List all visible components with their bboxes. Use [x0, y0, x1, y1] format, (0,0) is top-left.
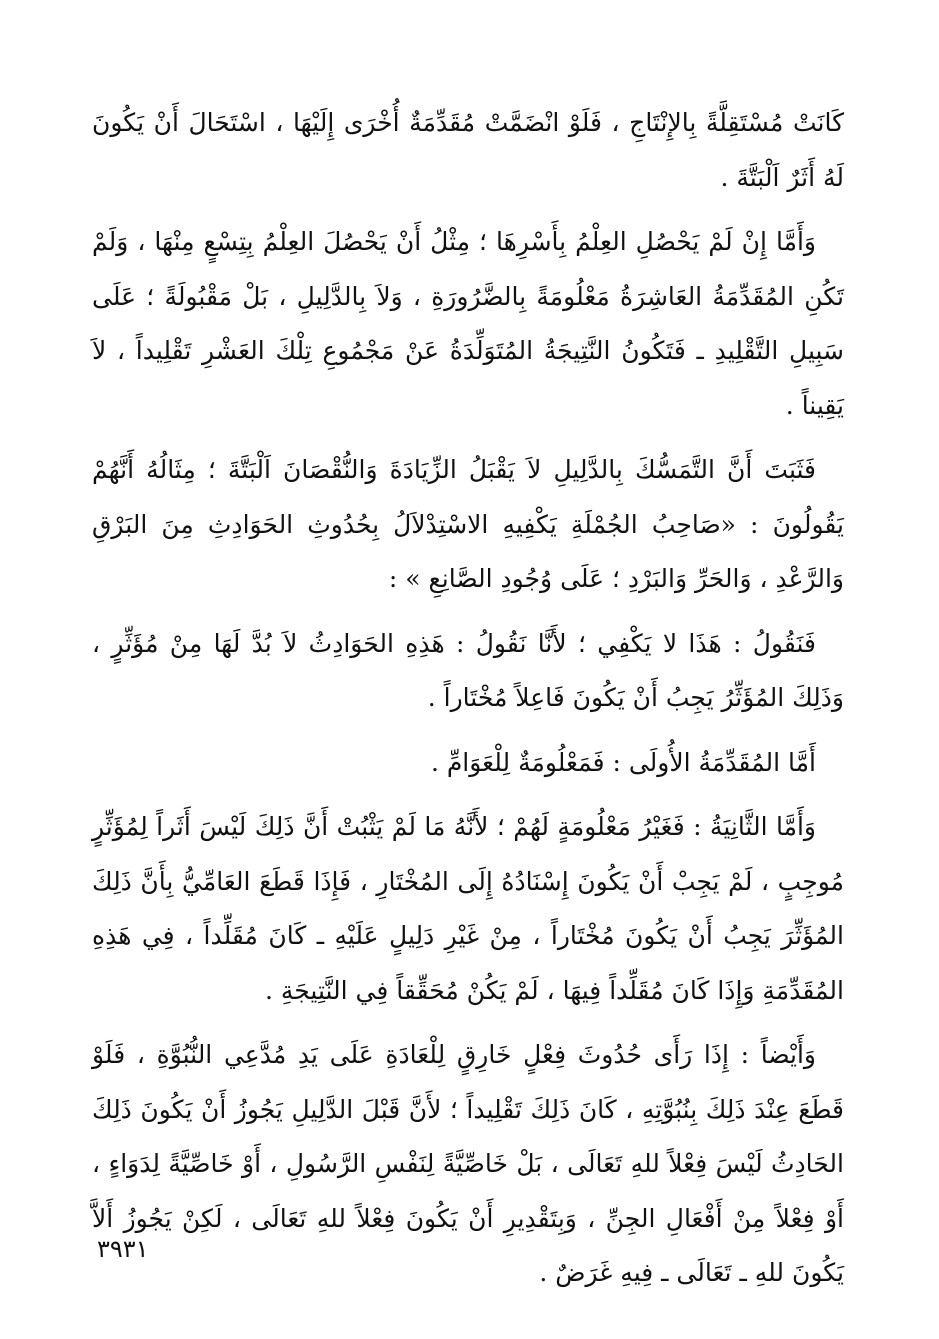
paragraph-7: وَأَيْضاً : إِذَا رَأَى حُدُوثَ فِعْلٍ خَارِقٍ لِلْعَادَةِ عَلَى يَدِ مُدَّعِي النُّبُوَّةِ ، فَلَوْ قَطَعَ عِنْدَ ذَلِكَ بِنُبُوَّتِهِ ، كَانَ ذَلِكَ تَقْلِيداً ؛ لأَنَّ قَبْلَ الدَّلِيلِ يَجُوزُ أَنْ يَكُونَ ذَلِكَ الحَادِثُ لَيْسَ فِعْلاً للهِ تَعَالَى ، بَلْ خَاصِّيَّةً لِنَفْسِ الرَّسُولِ ، أَوْ خَاصِّيَّةً لِدَوَاءٍ ، أَوْ فِعْلاً مِنْ أَفْعَالِ الجِنِّ ، وَبِتَقْدِيرِ أَنْ يَكُونَ فِعْلاً للهِ تَعَالَى ، لَكِنْ يَجُوزُ أَلاَّ يَكُونَ للهِ ـ تَعَالَى ـ فِيهِ غَرَضٌ .	[92, 1040, 844, 1287]
paragraph-4: فَنَقُولُ : هَذَا لا يَكْفِي ؛ لأَنَّا نَقُولُ : هَذِهِ الحَوَادِثُ لاَ بُدَّ لَهَا مِنْ مُؤَثِّرٍ ، وَذَلِكَ المُؤَثِّرُ يَجِبُ أَنْ يَكُونَ فَاعِلاً مُخْتَاراً .	[92, 628, 844, 712]
page-number: ٣٩٣١	[97, 1235, 149, 1263]
paragraph-6: وَأَمَّا الثَّانِيَةُ : فَغَيْرُ مَعْلُومَةٍ لَهُمْ ؛ لأَنَّهُ مَا لَمْ يَثْبُتْ أَنَّ ذَلِكَ لَيْسَ أَثَراً لِمُؤَثِّرٍ مُوجِبٍ ، لَمْ يَجِبْ أَنْ يَكُونَ إِسْنَادُهُ إِلَى المُخْتَارِ ، فَإِذَا قَطَعَ العَامِّيُّ بِأَنَّ ذَلِكَ المُؤَثِّرَ يَجِبُ أَنْ يَكُونَ مُخْتَاراً ، مِنْ غَيْرِ دَلِيلٍ عَلَيْهِ ـ كَانَ مُقَلِّداً ، فِي هَذِهِ المُقَدِّمَةِ وَإِذَا كَانَ مُقَلِّداً فِيهَا ، لَمْ يَكُنْ مُحَقِّقاً فِي النَّتِيجَةِ .	[92, 812, 844, 1005]
paragraph-5: أَمَّا المُقَدِّمَةُ الأُولَى : فَمَعْلُومَةٌ لِلْعَوَامِّ .	[430, 747, 816, 777]
paragraph-2: وَأَمَّا إِنْ لَمْ يَحْصُلِ العِلْمُ بِأَسْرِهَا ؛ مِثْلُ أَنْ يَحْصُلَ العِلْمُ بِتِسْعٍ مِنْهَا ، وَلَمْ تَكُنِ المُقَدِّمَةُ العَاشِرَةُ مَعْلُومَةً بِالضَّرُورَةِ ، وَلاَ بِالدَّلِيلِ ، بَلْ مَقْبُولَةً ؛ عَلَى سَبِيلِ التَّقْلِيدِ ـ فَتَكُونُ النَّتِيجَةُ المُتَوَلِّدَةُ عَنْ مَجْمُوعِ تِلْكَ العَشْرِ تَقْلِيداً ، لاَ يَقِيناً .	[92, 227, 844, 420]
paragraph-3: فَثَبَتَ أَنَّ التَّمَسُّكَ بِالدَّلِيلِ لاَ يَقْبَلُ الزِّيَادَةَ وَالنُّقْصَانَ اَلْبَتَّةَ ؛ مِثَالُهُ أَنَّهُمْ يَقُولُونَ : «صَاحِبُ الجُمْلَةِ يَكْفِيهِ الاسْتِدْلاَلُ بِحُدُوثِ الحَوَادِثِ مِنَ البَرْقِ وَالرَّعْدِ ، وَالحَرِّ وَالبَرْدِ ؛ عَلَى وُجُودِ الصَّانِعِ » :	[92, 455, 844, 593]
paragraph-1: كَانَتْ مُسْتَقِلَّةً بِالإِنْتَاجِ ، فَلَوْ انْضَمَّتْ مُقَدِّمَةٌ أُخْرَى إِلَيْهَا ، اسْتَحَالَ أَنْ يَكُونَ لَهُ أَثَرٌ اَلْبَتَّةَ .	[92, 108, 844, 192]
body-text	[92, 96, 844, 1311]
